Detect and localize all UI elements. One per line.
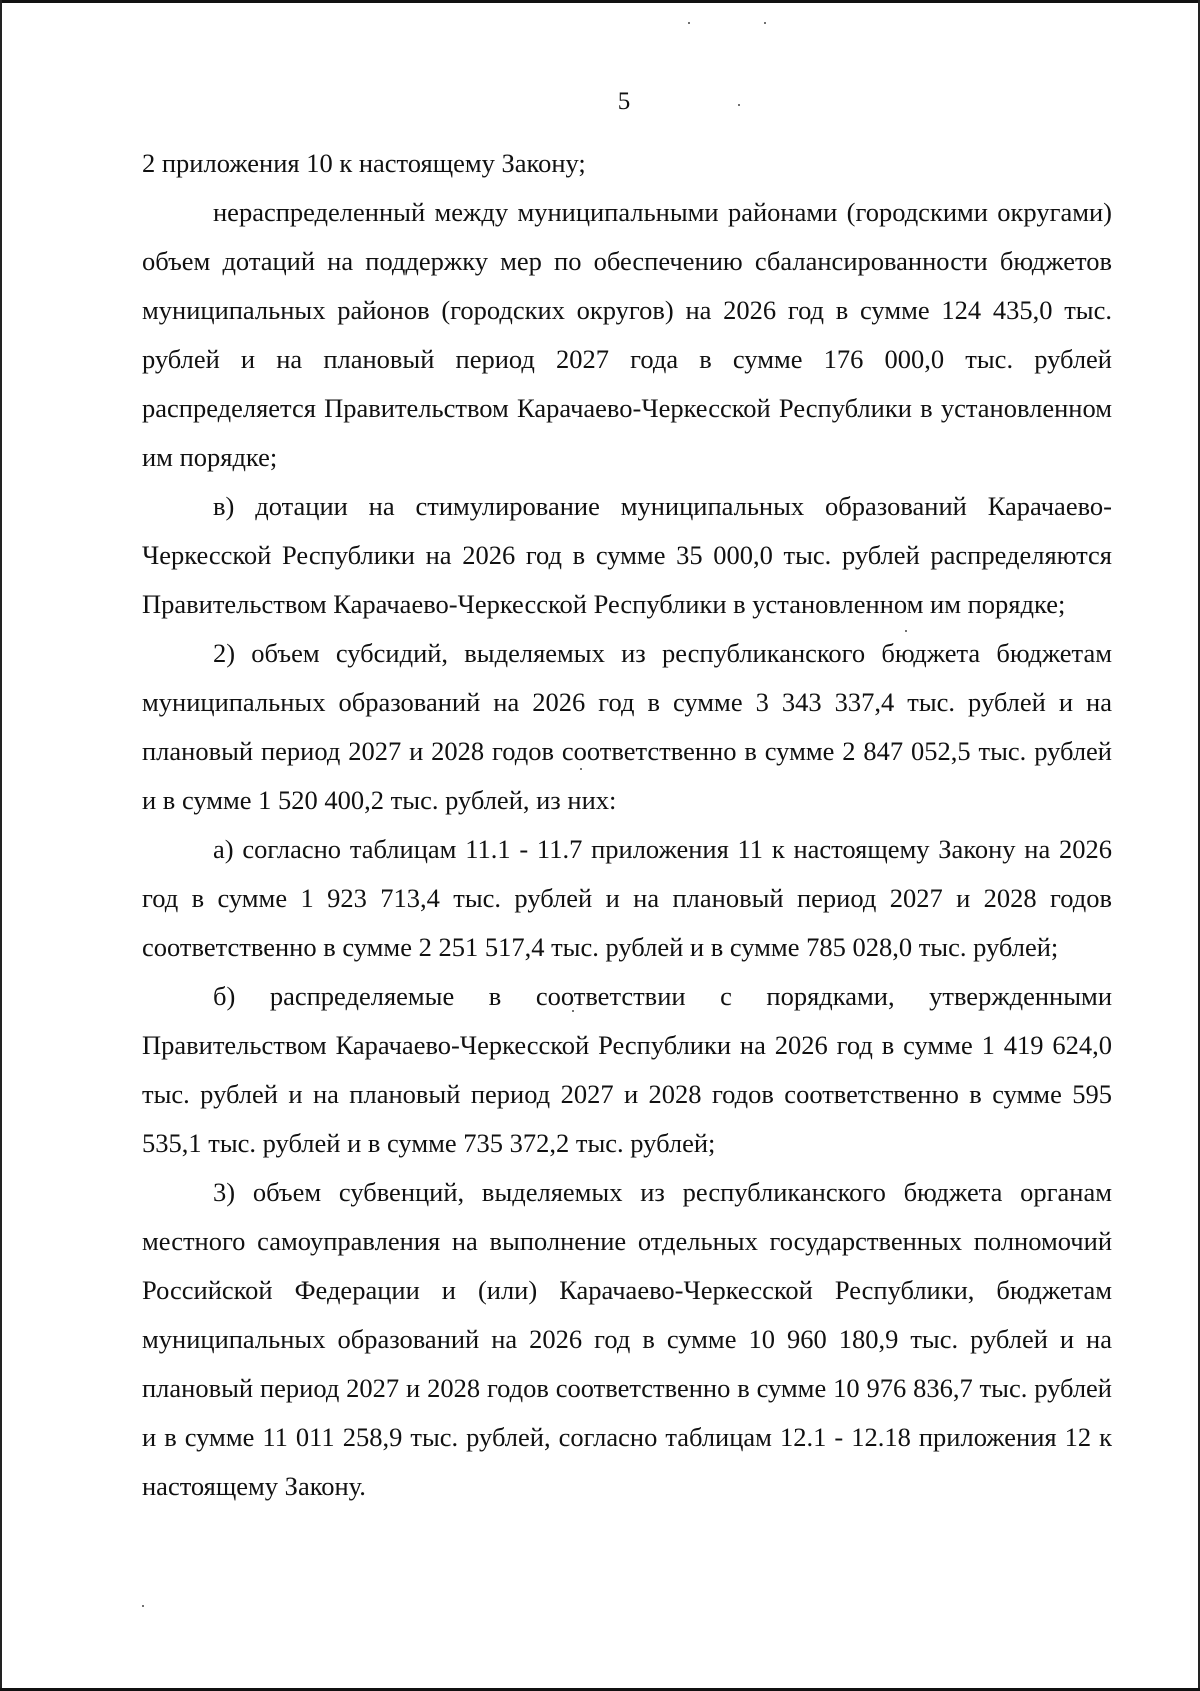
paragraph: 2 приложения 10 к настоящему Закону;	[142, 148, 586, 178]
paragraph: нераспределенный между муниципальными районами (городскими округами) объем дотаций на поддержку мер по обеспечению сбалансированности бюджетов муниципальных районов (городских округов) на 2026 год в сумме 124 435,0 тыс. рублей и на плановый период 2027 года в сумме 176 000,0 тыс. рублей распределяется Правительством Карачаево-Черкесской Республики в установленном им порядке;	[142, 197, 1112, 472]
paragraph: 3) объем субвенций, выделяемых из республиканского бюджета органам местного самоуправления на выполнение отдельных государственных полномочий Российской Федерации и (или) Карачаево-Черкесской Республики, бюджетам муниципальных образований на 2026 год в сумме 10 960 180,9 тыс. рублей и на плановый период 2027 и 2028 годов соответственно в сумме 10 976 836,7 тыс. рублей и в сумме 11 011 258,9 тыс. рублей, согласно таблицам 12.1 - 12.18 приложения 12 к настоящему Закону.	[142, 1177, 1112, 1501]
paragraph: 2) объем субсидий, выделяемых из республиканского бюджета бюджетам муниципальных образований на 2026 год в сумме 3 343 337,4 тыс. рублей и на плановый период 2027 и 2028 годов соответственно в сумме 2 847 052,5 тыс. рублей и в сумме 1 520 400,2 тыс. рублей, из них:	[142, 638, 1112, 815]
scan-speck	[142, 1605, 144, 1607]
document-body	[142, 139, 1112, 1511]
scan-edge-top	[0, 0, 1200, 3]
scan-speck	[764, 22, 766, 24]
paragraph: б) распределяемые в соответствии с порядками, утвержденными Правительством Карачаево-Черкесской Республики на 2026 год в сумме 1 419 624,0 тыс. рублей и на плановый период 2027 и 2028 годов соответственно в сумме 595 535,1 тыс. рублей и в сумме 735 372,2 тыс. рублей;	[142, 981, 1112, 1158]
paragraph: а) согласно таблицам 11.1 - 11.7 приложения 11 к настоящему Закону на 2026 год в сумме 1 923 713,4 тыс. рублей и на плановый период 2027 и 2028 годов соответственно в сумме 2 251 517,4 тыс. рублей и в сумме 785 028,0 тыс. рублей;	[142, 834, 1112, 962]
scan-speck	[688, 22, 690, 24]
scan-edge-left	[0, 0, 2, 1691]
paragraph: в) дотации на стимулирование муниципальных образований Карачаево-Черкесской Республики на 2026 год в сумме 35 000,0 тыс. рублей распределяются Правительством Карачаево-Черкесской Республики в установленном им порядке;	[142, 491, 1112, 619]
page-number: 5	[617, 88, 631, 115]
